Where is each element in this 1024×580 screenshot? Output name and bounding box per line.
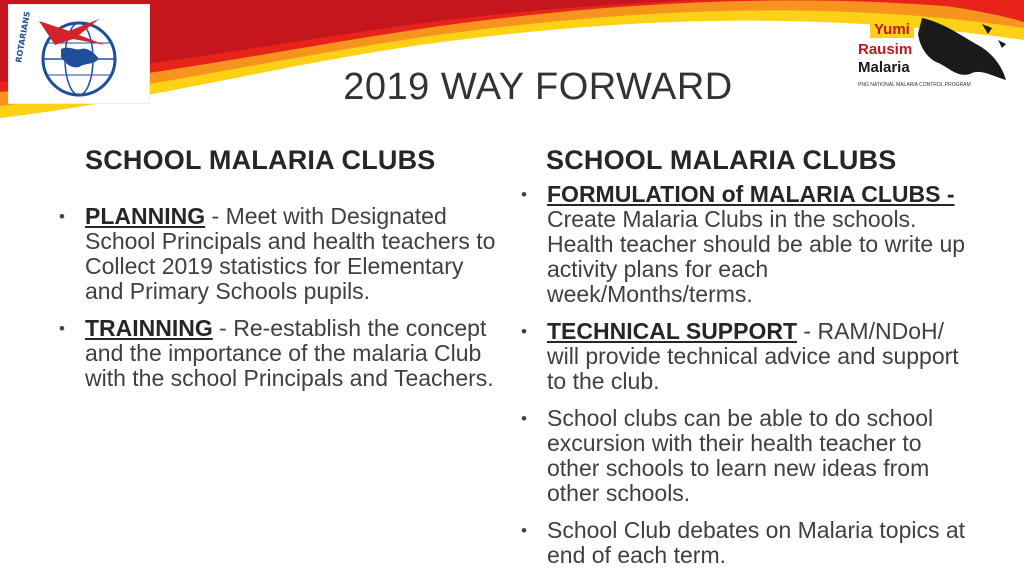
list-item [518,518,978,568]
svg-text:ROTARIANS: ROTARIANS [14,10,32,64]
item-text: - Re-establish the concept and the importance of the malaria Club with the school Principals and Teachers. [85,315,494,391]
slide-title: 2019 WAY FORWARD [343,66,733,108]
svg-text:Yumi: Yumi [874,21,910,38]
right-heading: SCHOOL MALARIA CLUBS [546,145,897,175]
bullet-icon: • [59,319,65,338]
list-item [56,204,506,304]
right-bullet-list [518,182,978,568]
svg-text:Rausim: Rausim [858,41,913,58]
right-column [518,145,978,580]
bullet-icon: • [521,521,527,540]
svg-text:Malaria: Malaria [858,59,910,76]
item-text: Create Malaria Clubs in the schools. Health teacher should be able to write up activity plans for each week/Months/terms. [547,206,966,307]
item-text: School Club debates on Malaria topics at end of each term. [547,517,966,568]
item-keyword: PLANNING [85,203,206,229]
bullet-icon: • [521,409,527,428]
list-item [518,319,978,394]
bullet-icon: • [59,207,65,226]
list-item [56,316,506,391]
item-keyword: FORMULATION of MALARIA CLUBS - [547,181,955,207]
left-column [56,145,506,403]
bullet-icon: • [521,185,527,204]
item-text: School clubs can be able to do school excursion with their health teacher to other schools to learn new ideas from other schools. [547,405,934,506]
left-bullet-list [56,204,506,391]
bullet-icon: • [521,322,527,341]
item-keyword: TECHNICAL SUPPORT [547,318,798,344]
item-text: - Meet with Designated School Principals and health teachers to Collect 2019 statistics for Elementary and Primary Schools pupils. [85,203,496,304]
svg-text:PNG NATIONAL MALARIA CONTROL P: PNG NATIONAL MALARIA CONTROL PROGRAM [858,82,971,88]
left-heading: SCHOOL MALARIA CLUBS [85,145,436,175]
list-item [518,182,978,307]
item-text: - RAM/NDoH/ will provide technical advice and support to the club. [547,318,959,394]
list-item [518,406,978,506]
item-keyword: TRAINNING [85,315,213,341]
